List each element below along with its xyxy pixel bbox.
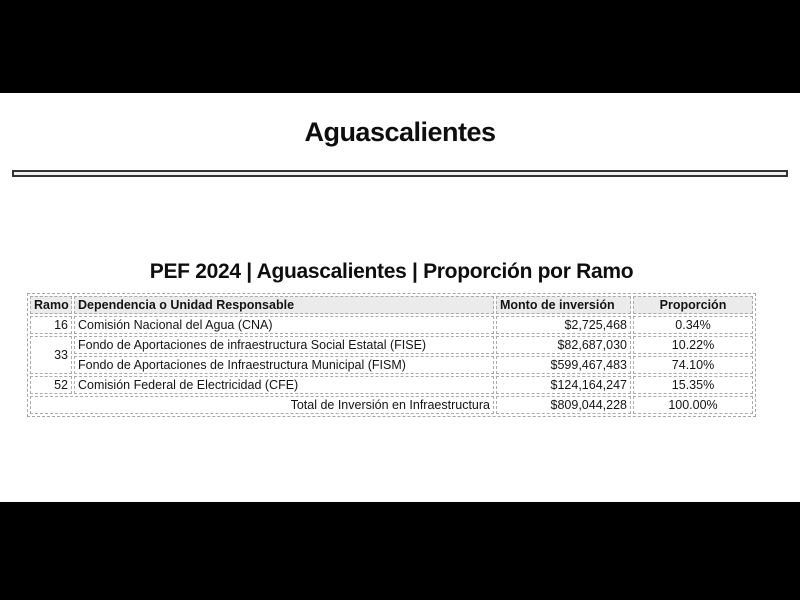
- cell-monto: $124,164,247: [496, 376, 631, 394]
- cell-proporcion: 0.34%: [633, 316, 753, 334]
- table-row: [30, 356, 753, 374]
- total-monto: $809,044,228: [496, 396, 631, 414]
- table-total-row: [30, 396, 753, 414]
- cell-ramo-grouped: 33: [30, 336, 72, 374]
- col-header-dependencia: Dependencia o Unidad Responsable: [74, 296, 494, 314]
- cell-dependencia: Fondo de Aportaciones de Infraestructura Municipal (FISM): [74, 356, 494, 374]
- cell-proporcion: 15.35%: [633, 376, 753, 394]
- cell-dependencia: Fondo de Aportaciones de infraestructura Social Estatal (FISE): [74, 336, 494, 354]
- cell-ramo: 16: [30, 316, 72, 334]
- col-header-monto: Monto de inversión: [496, 296, 631, 314]
- cell-dependencia: Comisión Nacional del Agua (CNA): [74, 316, 494, 334]
- table-title: PEF 2024 | Aguascalientes | Proporción por Ramo: [149, 260, 634, 283]
- table-row: [30, 316, 753, 334]
- col-header-proporcion: Proporción: [633, 296, 753, 314]
- total-proporcion: 100.00%: [633, 396, 753, 414]
- cell-ramo: 52: [30, 376, 72, 394]
- total-label: Total de Inversión en Infraestructura: [30, 396, 494, 414]
- table-header-row: [30, 296, 753, 314]
- slide-title: Aguascalientes: [304, 117, 496, 147]
- cell-monto: $2,725,468: [496, 316, 631, 334]
- budget-table: [28, 294, 755, 416]
- cell-dependencia: Comisión Federal de Electricidad (CFE): [74, 376, 494, 394]
- table-row: [30, 336, 753, 354]
- title-divider-rule: [12, 170, 788, 177]
- table-row: [30, 376, 753, 394]
- budget-table-container: [27, 293, 756, 417]
- cell-proporcion: 74.10%: [633, 356, 753, 374]
- col-header-ramo: Ramo: [30, 296, 72, 314]
- cell-monto: $599,467,483: [496, 356, 631, 374]
- cell-proporcion: 10.22%: [633, 336, 753, 354]
- slide-canvas: [0, 93, 800, 502]
- cell-monto: $82,687,030: [496, 336, 631, 354]
